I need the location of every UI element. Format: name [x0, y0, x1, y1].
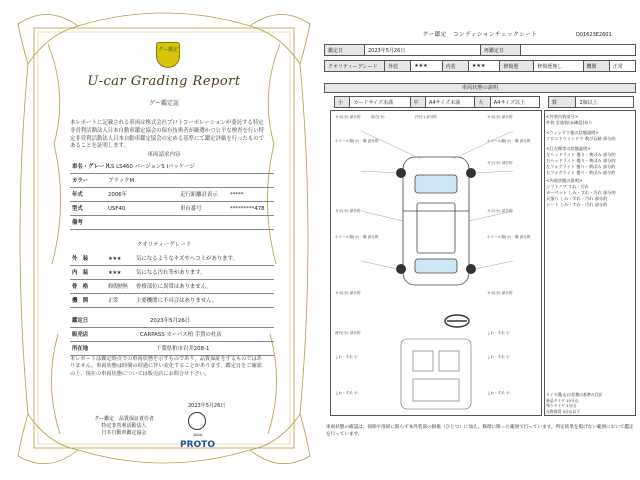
- tag-interior-a: 荷台(小) 部分的: [335, 331, 361, 335]
- tag-interior-b: しわ・すれ 小: [487, 331, 510, 335]
- name-grade-value: LS LS460 バージョンS Iパッケージ: [108, 164, 195, 170]
- date-value: 2023年5月26日: [150, 318, 191, 324]
- shop-label: 販売店: [72, 332, 89, 338]
- tag-right-front: サビ(小) 部分的: [487, 161, 513, 165]
- color-row: [70, 174, 274, 188]
- grade-head: クオリティーグレード: [325, 61, 385, 72]
- grade-label: 骨 格: [72, 284, 89, 290]
- tag-right-door: キズ(小) 部分的: [487, 209, 513, 213]
- grade-row-exterior: [70, 252, 274, 266]
- name-grade-row: [70, 160, 274, 174]
- tag-front: 前方(小): [371, 115, 385, 119]
- grade-stars: 修復歴無: [108, 284, 128, 290]
- info-redate-value: [521, 45, 636, 56]
- tag-front-right: キズ(小) 部分的: [487, 115, 513, 119]
- grade-desc: 骨格部位に異常はありません。: [136, 284, 212, 290]
- chassis-value: *********478: [230, 206, 265, 212]
- size-small-head: 小: [335, 97, 350, 108]
- tag-interior-c: しわ・すれ 小: [335, 355, 358, 359]
- size-small-desc: カードサイズ未満: [350, 97, 410, 108]
- mileage-label: 走行距離計表示: [180, 192, 218, 198]
- address-row: [70, 342, 274, 356]
- mileage-value: *****: [230, 192, 244, 198]
- size-large-head: 大: [475, 97, 490, 108]
- tag-interior-e: しわ・すれ 小: [335, 391, 358, 395]
- tag-interior-d: しわ・すれ 小: [487, 355, 510, 359]
- certificate-subtitle: グー鑑定証: [148, 100, 179, 107]
- tag-rear-left: キズ(小) 部分的: [335, 291, 361, 295]
- grade-row-frame: [70, 280, 274, 294]
- tag-interior-f: しわ・すれ 小: [487, 391, 510, 395]
- damage-size-table: [334, 96, 540, 108]
- grade-label: 内 装: [72, 270, 89, 276]
- info-date-head: 鑑定日: [325, 45, 365, 56]
- model-row: [70, 202, 274, 216]
- car-diagram-panel: [330, 110, 542, 416]
- jaaa-label: JAAA: [193, 432, 203, 437]
- goo-appraisal-badge: [156, 42, 180, 68]
- model-value: USF40: [108, 206, 126, 212]
- address-label: 所在地: [72, 346, 89, 352]
- chassis-label: 車台番号: [180, 206, 202, 212]
- sheet-title: グー鑑定 コンディションチェックシート: [422, 32, 538, 38]
- tag-bonnet: 凹(小) 部分的: [415, 115, 437, 119]
- name-grade-label: 車名・グレード: [72, 164, 110, 170]
- eng-value: 正常: [609, 61, 635, 72]
- address-value: 千葉県柏市岩井208-1: [156, 346, 210, 352]
- tag-wheel-fl: ホイール傷(小)・傷 部分的: [335, 139, 379, 143]
- tag-left-door: キズ(小) 部分的: [335, 209, 361, 213]
- grade-stars: 正常: [108, 298, 118, 304]
- outro-date: 2023年5月26日: [188, 403, 226, 409]
- count-desc: 2個以上: [576, 97, 634, 108]
- tag-front-left: キズ(小) 部分的: [335, 115, 361, 119]
- certificate-title: U-car Grading Report: [87, 74, 241, 89]
- count-head: 数: [549, 97, 576, 108]
- tag-wheel-rl: ホイール傷(小)・傷 部分的: [335, 235, 379, 239]
- date-label: 鑑定日: [72, 318, 89, 324]
- frame-head: 修復歴: [500, 61, 534, 72]
- jaaa-logo-icon: [188, 412, 206, 430]
- grade-row-interior: [70, 266, 274, 280]
- year-label: 年式: [72, 192, 83, 198]
- color-label: カラー: [72, 178, 89, 184]
- int-value: ★★★: [468, 61, 499, 72]
- size-large-desc: A4サイズ以上: [490, 97, 539, 108]
- grade-row-engine: [70, 294, 274, 308]
- year-value: 2006年: [108, 192, 128, 198]
- sheet-cert-number: D01623E2601: [576, 32, 612, 38]
- int-head: 内装: [442, 61, 468, 72]
- tag-wheel-fr: ホイール傷(小)・傷 部分的: [487, 139, 531, 143]
- info-date-value: 2023年5月26日: [365, 45, 481, 56]
- proto-logo: [180, 440, 215, 450]
- shop-value: CARPASS カーパス柏 手賀の杜店: [140, 332, 222, 338]
- grade-stars: ★★★: [108, 270, 121, 276]
- certificate-intro: 本レポートに記載される車両は株式会社プロトコーポレーションが委託する特定非営利活動法人日本自動車鑑定協会の保有技術者が厳選かつ公平な検査を行い特定非営利活動法人日本自動車鑑定協会の定める基準にて鑑定評価を行ったものであることを証明します。: [70, 120, 265, 150]
- shop-row: [70, 328, 274, 342]
- info-redate-head: 再鑑定日: [481, 45, 521, 56]
- grade-stars: ★★★: [108, 256, 121, 262]
- appraisal-date-row: [70, 314, 274, 328]
- tag-rear-right: キズ(小) 部分的: [487, 291, 513, 295]
- proto-text: PROTO: [180, 440, 215, 450]
- car-diagram: [331, 111, 543, 417]
- glass-notes: <ウィンドウ他の状態説明> フロントウインドウ 飛び石跡 部分的: [546, 130, 616, 141]
- grade-desc: 気になる汚れ等があります。: [136, 270, 206, 276]
- sheet-info-table: [324, 44, 636, 56]
- size-mid-head: 中: [410, 97, 425, 108]
- sheet-grade-table: [324, 60, 636, 72]
- lights-notes: <灯火類等の状態説明> 左ヘッドライト 曇り・黄ばみ 部分的 右ヘッドライト 曇り・黄ばみ 部分的 左フォグライト 曇り・黄ばみ 部分的 右フォグライト 曇り・黄ばみ 部分的: [546, 146, 616, 175]
- eng-head: 機関: [583, 61, 609, 72]
- vehicle-description-head: 車両状態の説明: [324, 83, 636, 93]
- size-mid-desc: A4サイズ未満: [426, 97, 475, 108]
- quality-section-title: クオリティーグレード: [136, 242, 192, 248]
- issuer-block: グー鑑定 品質保証責任者 特定非営利活動法人 日本自動車鑑定協会: [94, 416, 155, 436]
- ext-head: 外装: [385, 61, 411, 72]
- grade-label: 機 関: [72, 298, 89, 304]
- remarks-label: 備考: [72, 220, 83, 226]
- certificate-outro: 本レポートは鑑定時点での車両状態を示すものであり、品質保証をするものではありません。車両状態は時間の経過に伴い変化することがあります。鑑定日をご確認の上、現在の車両状態については販売店にお問合せ下さい。: [70, 356, 262, 377]
- interior-notes: <内装状態の説明> シフトノブ すれ・汚れ カーペット しみ・すれ・汚れ 部分的 天張り しみ・すれ・汚れ 部分的 シート しみ・すれ・汚れ 部分的: [546, 178, 616, 207]
- model-label: 型式: [72, 206, 83, 212]
- vehicle-section-title: 車両請求内容: [147, 152, 181, 158]
- tire-legend: タイヤ溝(山)の状態の基準の目安 新品タイヤ 10分山 残りタイヤ 1分山 交換推奨 3分山以下: [546, 392, 603, 414]
- remarks-row: [70, 216, 274, 230]
- tag-wheel-rr: ホイール傷(小)・傷 部分的: [487, 235, 531, 239]
- grading-certificate: [8, 4, 320, 474]
- grade-desc: 気になるようなキズやヘコミがあります。: [136, 256, 238, 262]
- ext-value: ★★★: [411, 61, 442, 72]
- exterior-notes: <外装内装部分> 外装 全塗装(未確認)あり: [546, 114, 593, 125]
- badge-text: グー鑑定: [157, 47, 178, 53]
- sheet-footer: 車両状態の確認は、掃除や清掃に限らず本外装部の損傷（ひとつ）に加え、修理に限った範囲で行っています。判定結果を掲げない範囲において鑑定を行っています。: [326, 425, 634, 437]
- damage-count-table: [548, 96, 634, 108]
- frame-value: 修復歴無し: [534, 61, 583, 72]
- year-row: [70, 188, 274, 202]
- color-value: ブラックM: [108, 178, 135, 184]
- grade-label: 外 装: [72, 256, 89, 262]
- grade-desc: 主要機関に不具合はありません。: [136, 298, 218, 304]
